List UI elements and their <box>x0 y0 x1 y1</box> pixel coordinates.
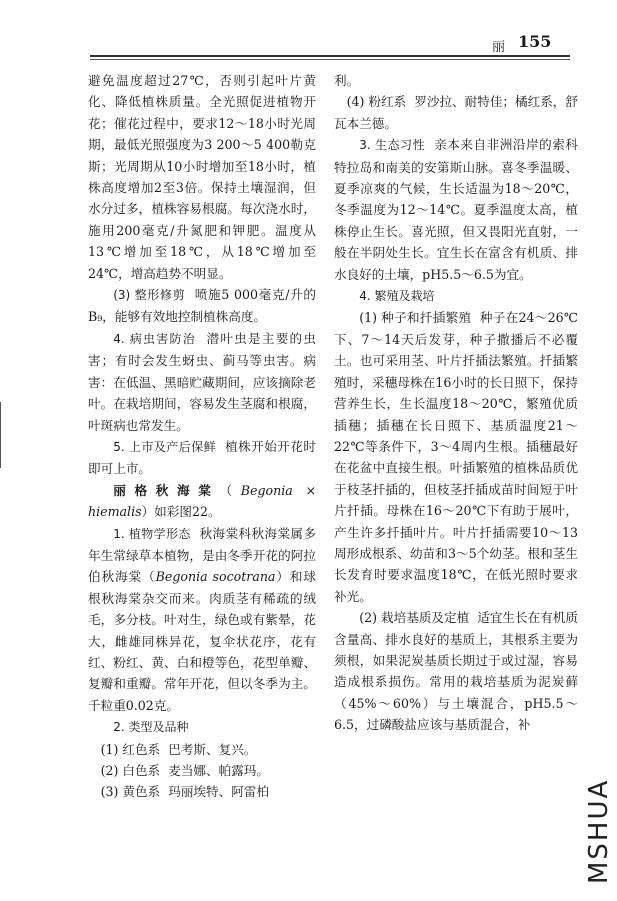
entry-title-rieger-begonia: 丽格秋海棠（Begonia × hiemalis）如彩图22。 <box>88 482 317 520</box>
paragraph-substrate: (2) 栽培基质及定植 适宜生长在有机质含量高、排水良好的基质上，其根系主要为须根，如果泥炭基质长期过于或过湿，容易造成根系损伤。常用的栽培基质为泥炭藓（45%～60%）与土壤混合，pH5.5～6.5，过磷酸盐应该与基质混合，补 <box>334 610 579 733</box>
header-rule-thin <box>90 59 570 60</box>
section-types: 2. 类型及品种 <box>113 720 189 735</box>
section-propagation: 4. 繁殖及栽培 <box>359 289 435 304</box>
paragraph-morphology: 1. 植物学形态 秋海棠科秋海棠属多年生常绿草本植物，是由冬季开花的阿拉伯秋海棠（Begonia socotrana）和球根秋海棠杂交而来。肉质茎有稀疏的绒毛，多分枝。叶对生，绿色或有紫晕，花大，雌雄同株异花，复伞状花序，花有红、粉红、黄、白和橙等色，花型单瓣、复瓣和重瓣。常年开花，但以冬季为主。千粒重0.02克。 <box>88 525 317 713</box>
variety-pink: (4) 粉红系 罗沙拉、耐特佳；橘红系，舒瓦本兰德。 <box>334 94 579 131</box>
header-rule-thick <box>90 55 570 57</box>
paragraph-propagation: (1) 种子和扦插繁殖 种子在24～26℃下、7～14天后发芽，种子撒播后不必覆土。也可采用茎、叶片扦插法繁殖。扦插繁殖时，采穗母株在16小时的长日照下，保持营养生长，生长温度18～20℃，繁殖优质插穗；插穗在长日照下、基质温度21～22℃等条件下，3～4周内生根。插穗最好在花盆中直接生根。叶插繁殖的植株品质优于枝茎扦插的，但枝茎扦插成苗时间短于叶片扦插。母株在16～20℃下有助于展叶，产生许多扦插叶片。叶片扦插需要10～13周形成根系、幼苗和3～5个幼茎。根和茎生长发育时要求温度18℃，在低光照时要求补光。 <box>334 310 578 604</box>
paragraph-market: 5. 上市及产后保鲜 植株开始开花时即可上市。 <box>88 438 316 477</box>
variety-red: (1) 红色系 巴考斯、复兴。 <box>100 741 257 757</box>
variety-white: (2) 白色系 麦当娜、帕露玛。 <box>100 763 269 778</box>
section-label: 1. 植物学形态 <box>113 526 191 541</box>
paragraph-temperature: 避免温度超过27℃，否则引起叶片黄化、降低植株质量。全光照促进植物开花；催花过程中，要求12～18小时光周期，最低光照强度为3 200～5 400勒克斯；光周期从10小时增加至18小时，植株高度增加2至3倍。保持土壤湿润，但水分过多，植株容易根腐。每次浇水时，施用200毫克/升氮肥和钾肥。温度从13℃增加至18℃，从18℃增加至24℃，增高趋势不明显。 <box>88 73 316 281</box>
scan-margin-line <box>0 402 1 468</box>
right-column <box>334 70 578 736</box>
variety-yellow: (3) 黄色系 玛丽埃特、阿雷柏 <box>100 784 269 800</box>
subsection-label: (3) 整形修剪 <box>113 288 186 303</box>
left-column <box>88 70 316 803</box>
continuation-text: 利。 <box>334 73 360 88</box>
page-number: 155 <box>518 32 552 51</box>
section-label: 5. 上市及产后保鲜 <box>113 439 217 454</box>
subsection-label: (1) 种子和扦插繁殖 <box>359 310 472 326</box>
running-header-label: 丽 <box>492 40 506 55</box>
watermark: MSHUA <box>584 778 614 884</box>
paragraph-ecology: 3. 生态习性 亲本来自非洲沿岸的索科特拉岛和南美的安第斯山脉。喜冬季温暖、夏季凉爽的气候，生长适温为18～20℃，冬季温度为12～14℃。夏季温度太高，植株停止生长。喜光照，但又畏阳光直射，一般在半阴处生长。宜生长在富含有机质、排水良好的土壤，pH5.5～6.5为宜。 <box>334 137 579 282</box>
paragraph-pests: 4. 病虫害防治 潜叶虫是主要的虫害；有时会发生蚜虫、蓟马等虫害。病害：在低温、黑暗贮藏期间，应该摘除老叶。在栽培期间，容易发生茎腐和根腐，叶斑病也常发生。 <box>88 330 316 433</box>
section-label: 4. 病虫害防治 <box>113 331 196 346</box>
paragraph-pruning: (3) 整形修剪 喷施5 000毫克/升的B₉，能够有效地控制植株高度。 <box>88 287 316 325</box>
subsection-label: (2) 栽培基质及定植 <box>359 610 470 626</box>
section-label: 3. 生态习性 <box>359 138 426 153</box>
